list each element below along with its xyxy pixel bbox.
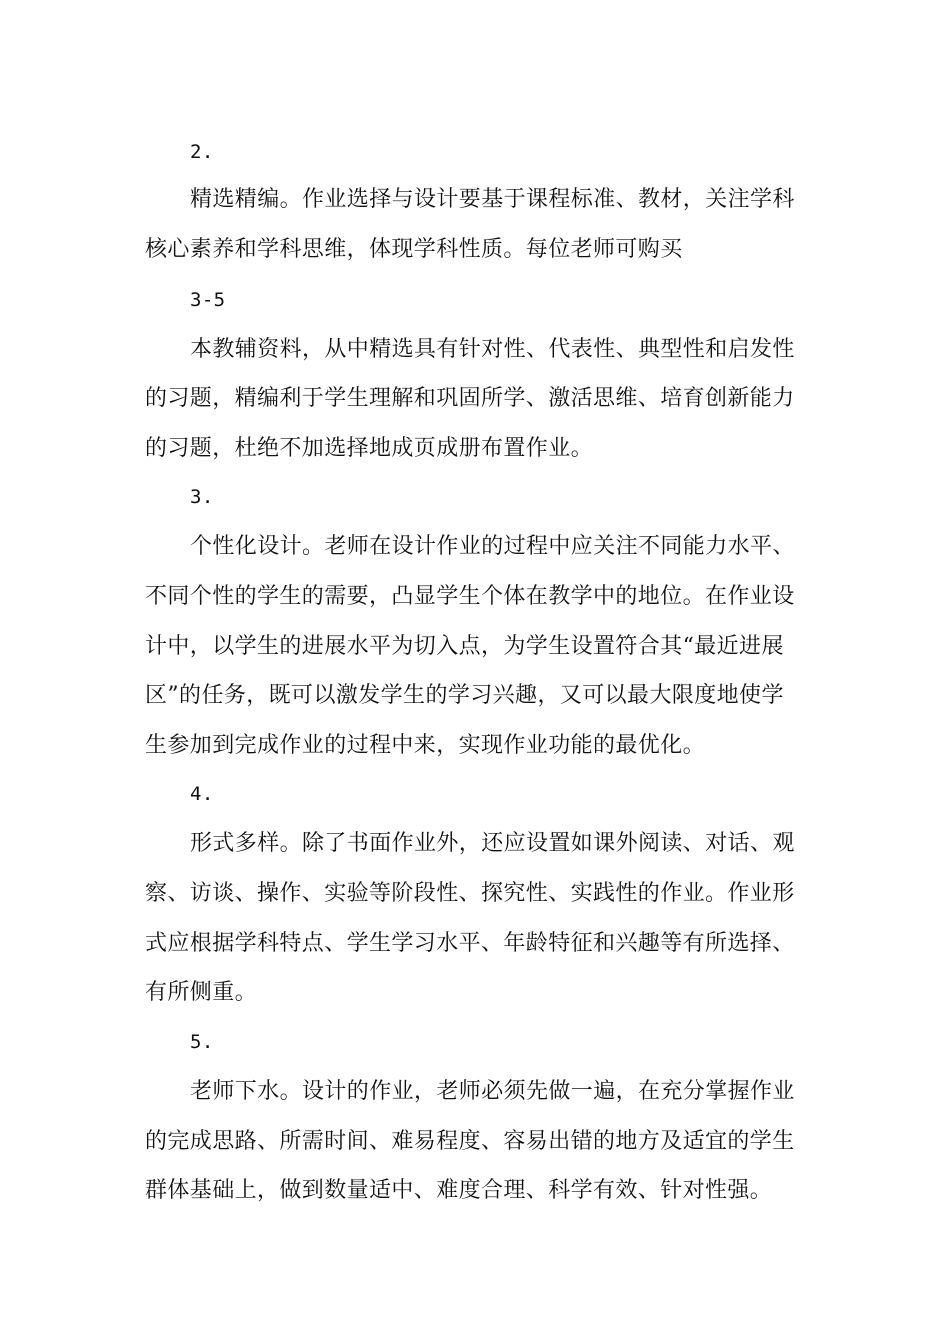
paragraph-line: 的习题，精编利于学生理解和巩固所学、激活思维、培育创新能力 xyxy=(145,386,795,411)
paragraph-line: 本教辅资料，从中精选具有针对性、代表性、典型性和启发性 xyxy=(190,337,795,362)
paragraph-line: 式应根据学科特点、学生学习水平、年龄特征和兴趣等有所选择、 xyxy=(145,931,795,956)
paragraph-line: 有所侧重。 xyxy=(145,980,258,1005)
section-number-5: 5. xyxy=(190,1031,214,1053)
paragraph-line: 的习题，杜绝不加选择地成页成册布置作业。 xyxy=(145,436,594,461)
paragraph-line: 计中，以学生的进展水平为切入点，为学生设置符合其“最近进展 xyxy=(145,634,784,659)
section-number-2: 2. xyxy=(190,141,214,163)
paragraph-line: 生参加到完成作业的过程中来，实现作业功能的最优化。 xyxy=(145,733,706,758)
paragraph-line: 精选精编。作业选择与设计要基于课程标准、教材，关注学科 xyxy=(190,187,795,212)
paragraph-line: 区”的任务，既可以激发学生的学习兴趣，又可以最大限度地使学 xyxy=(145,683,784,708)
paragraph-line: 个性化设计。老师在设计作业的过程中应关注不同能力水平、 xyxy=(190,534,795,559)
paragraph-line: 群体基础上，做到数量适中、难度合理、科学有效、针对性强。 xyxy=(145,1178,773,1203)
paragraph-line: 察、访谈、操作、实验等阶段性、探究性、实践性的作业。作业形 xyxy=(145,881,795,906)
paragraph-line: 不同个性的学生的需要，凸显学生个体在教学中的地位。在作业设 xyxy=(145,584,795,609)
paragraph-line: 形式多样。除了书面作业外，还应设置如课外阅读、对话、观 xyxy=(190,831,795,856)
paragraph-line: 核心素养和学科思维，体现学科性质。每位老师可购买 xyxy=(145,237,683,262)
paragraph-line: 的完成思路、所需时间、难易程度、容易出错的地方及适宜的学生 xyxy=(145,1129,795,1154)
inline-number: 3-5 xyxy=(190,289,226,311)
paragraph-line: 老师下水。设计的作业，老师必须先做一遍，在充分掌握作业 xyxy=(190,1079,795,1104)
section-number-4: 4. xyxy=(190,783,214,805)
section-number-3: 3. xyxy=(190,486,214,508)
